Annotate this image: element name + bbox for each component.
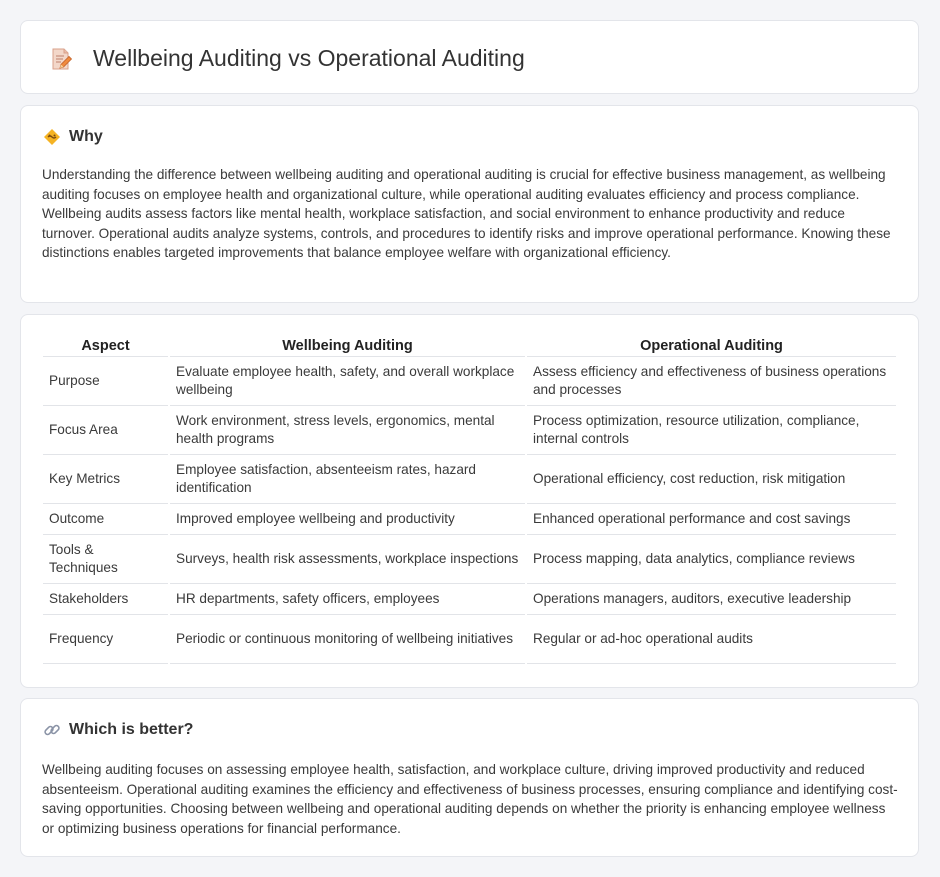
header-wellbeing: Wellbeing Auditing [170, 335, 525, 357]
row-wellbeing: Surveys, health risk assessments, workplace inspections [170, 535, 525, 584]
row-aspect: Tools & Techniques [43, 535, 168, 584]
row-aspect: Stakeholders [43, 584, 168, 615]
table-row [43, 615, 896, 664]
table-row [43, 504, 896, 535]
link-icon [43, 721, 61, 739]
page-title: Wellbeing Auditing vs Operational Auditing [93, 45, 525, 71]
row-wellbeing: HR departments, safety officers, employees [170, 584, 525, 615]
row-operational: Regular or ad-hoc operational audits [527, 615, 896, 664]
better-heading: Which is better? [69, 721, 194, 738]
table-row [43, 406, 896, 455]
row-aspect: Key Metrics [43, 455, 168, 504]
table-row [43, 455, 896, 504]
why-heading: Why [69, 128, 103, 145]
why-heading-row [43, 128, 103, 146]
row-operational: Operational efficiency, cost reduction, risk mitigation [527, 455, 896, 504]
row-aspect: Frequency [43, 615, 168, 664]
row-operational: Process mapping, data analytics, compliance reviews [527, 535, 896, 584]
row-wellbeing: Work environment, stress levels, ergonomics, mental health programs [170, 406, 525, 455]
table-header-row [43, 335, 896, 357]
row-aspect: Focus Area [43, 406, 168, 455]
row-aspect: Outcome [43, 504, 168, 535]
row-wellbeing: Evaluate employee health, safety, and overall workplace wellbeing [170, 357, 525, 406]
document-pencil-icon [49, 47, 73, 71]
header-aspect: Aspect [43, 335, 168, 357]
row-operational: Process optimization, resource utilization, compliance, internal controls [527, 406, 896, 455]
better-text: Wellbeing auditing focuses on assessing employee health, satisfaction, and workplace culture, driving improved productivity and reduced absenteeism. Operational auditing examines the efficiency and effectiveness of business processes, ensuring compliance and identifying cost-saving opportunities. Choosing between wellbeing and operational auditing depends on whether the priority is enhancing employee wellness or optimizing business operations for financial performance. [42, 762, 898, 836]
why-section [20, 105, 919, 303]
better-heading-row [43, 721, 193, 739]
comparison-card [20, 314, 919, 688]
why-text: Understanding the difference between wellbeing auditing and operational auditing is crucial for effective business management, as wellbeing auditing focuses on employee health and organizational culture, while operational auditing evaluates efficiency and process compliance. Wellbeing audits assess factors like mental health, workplace satisfaction, and social environment to enhance productivity and reduce turnover. Operational audits analyze systems, controls, and procedures to identify risks and improve operational performance. Knowing these distinctions enables targeted improvements that balance employee welfare with organizational efficiency. [42, 167, 891, 260]
row-wellbeing: Periodic or continuous monitoring of wellbeing initiatives [170, 615, 525, 664]
handshake-icon [43, 128, 61, 146]
header-operational: Operational Auditing [527, 335, 896, 357]
table-row [43, 357, 896, 406]
row-operational: Enhanced operational performance and cost savings [527, 504, 896, 535]
table-row [43, 584, 896, 615]
row-operational: Operations managers, auditors, executive leadership [527, 584, 896, 615]
row-aspect: Purpose [43, 357, 168, 406]
header-card [20, 20, 919, 94]
comparison-table [41, 335, 898, 664]
row-wellbeing: Improved employee wellbeing and productivity [170, 504, 525, 535]
which-better-section [20, 698, 919, 857]
row-operational: Assess efficiency and effectiveness of business operations and processes [527, 357, 896, 406]
row-wellbeing: Employee satisfaction, absenteeism rates, hazard identification [170, 455, 525, 504]
table-row [43, 535, 896, 584]
